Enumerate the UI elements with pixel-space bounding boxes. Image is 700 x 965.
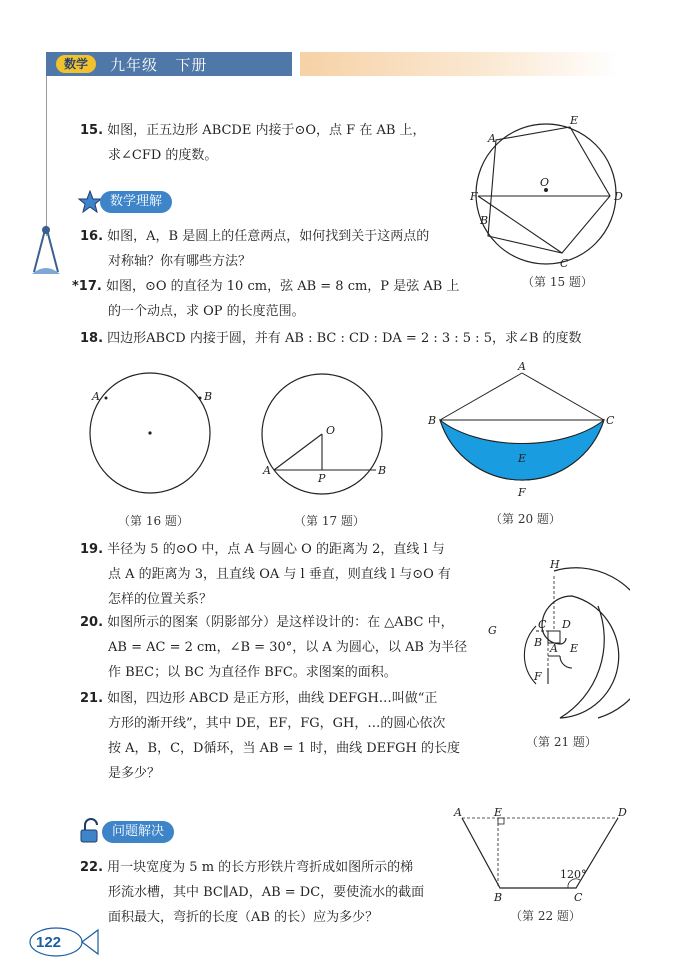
caption-17: （第 17 题） [294, 514, 365, 528]
question-text-line: 方形的渐开线”，其中 DE，EF，FG，GH，…的圆心依次 [108, 716, 446, 731]
figure-22 [450, 804, 630, 904]
label-p: P [318, 472, 326, 485]
label-b: B [428, 414, 437, 427]
label-e: E [570, 642, 579, 655]
question-text-line: 如图，A，B 是圆上的任意两点，如何找到关于这两点的 [107, 229, 430, 244]
figure-20 [424, 358, 624, 506]
question-text-line: 半径为 5 的⊙O 中，点 A 与圆心 O 的距离为 2，直线 l 与 [107, 542, 445, 557]
label-h: H [550, 558, 560, 571]
label-a: A [518, 360, 526, 373]
question-17 [72, 274, 459, 324]
question-text-line: 四边形ABCD 内接于圆，并有 AB : BC : CD : DA = 2 : 3 : 5 : 5，求∠B 的度数 [107, 331, 582, 346]
question-text-line: 点 A 的距离为 3，且直线 OA 与 l 垂直，则直线 l 与⊙O 有 [108, 567, 451, 582]
fish-icon [22, 920, 102, 960]
question-18 [80, 326, 582, 351]
label-a: A [454, 806, 462, 819]
question-number: 19. [80, 542, 104, 557]
section-title-problem-solving: 问题解决 [102, 821, 174, 843]
question-text-line: 的一个动点，求 OP 的长度范围。 [108, 304, 305, 319]
question-text-line: 如图，四边形 ABCD 是正方形，曲线 DEFGH…叫做“正 [107, 691, 438, 706]
label-a: A [92, 390, 100, 403]
margin-line [46, 76, 47, 236]
question-text-line: 如图，⊙O 的直径为 10 cm，弦 AB = 8 cm，P 是弦 AB 上 [105, 279, 460, 294]
figure-16 [80, 370, 230, 505]
figure-21 [480, 556, 630, 731]
label-a: A [488, 132, 496, 145]
label-e: E [570, 114, 579, 127]
label-b: B [534, 636, 543, 649]
question-text-line: 按 A，B，C，D循环，当 AB = 1 时，曲线 DEFGH 的长度 [108, 741, 460, 756]
question-number: *17. [72, 279, 102, 294]
caption-22: （第 22 题） [510, 909, 581, 923]
question-text-line: 是多少？ [108, 766, 161, 781]
label-e: E [494, 806, 503, 819]
question-text-line: 如图所示的图案（阴影部分）是这样设计的：在 △ABC 中， [107, 615, 454, 630]
label-d: D [618, 806, 627, 819]
question-number: 20. [80, 615, 104, 630]
figure-17 [258, 368, 398, 508]
label-c: C [538, 618, 547, 631]
question-text-line: 求∠CFD 的度数。 [108, 148, 218, 163]
question-number: 16. [80, 229, 104, 244]
label-o: O [326, 424, 336, 437]
label-angle: 120° [560, 868, 587, 881]
label-c: C [606, 414, 615, 427]
label-f: F [470, 190, 478, 203]
label-f: F [518, 486, 526, 499]
label-b: B [494, 891, 503, 904]
label-b: B [204, 390, 213, 403]
caption-20: （第 20 题） [490, 512, 561, 526]
label-g: G [488, 624, 497, 637]
question-text-line: 怎样的位置关系？ [108, 592, 213, 607]
label-o: O [540, 176, 550, 189]
grade-text: 九年级 [110, 56, 159, 74]
label-c: C [560, 257, 569, 270]
label-a: A [263, 464, 271, 477]
label-c: C [574, 891, 583, 904]
question-19 [80, 537, 451, 612]
question-text-line: 形流水槽，其中 BC∥AD，AB = DC，要使流水的截面 [108, 885, 425, 900]
label-d: D [614, 190, 623, 203]
label-b: B [378, 464, 387, 477]
question-text-line: 对称轴？你有哪些方法？ [108, 254, 252, 269]
volume-text: 下册 [175, 56, 208, 74]
label-d: D [562, 618, 571, 631]
question-number: 18. [80, 331, 104, 346]
question-text-line: AB = AC = 2 cm，∠B = 30°，以 A 为圆心，以 AB 为半径 [108, 640, 468, 655]
caption-15: （第 15 题） [522, 275, 593, 289]
question-20 [80, 610, 467, 685]
grade-label [110, 54, 207, 75]
question-text-line: 作 BEC；以 BC 为直径作 BFC。求图案的面积。 [108, 665, 397, 680]
figure-15 [470, 112, 630, 272]
label-b: B [480, 214, 489, 227]
question-15 [80, 118, 426, 168]
question-text-line: 面积最大，弯折的长度（AB 的长）应为多少？ [108, 910, 379, 925]
question-number: 22. [80, 860, 104, 875]
label-a: A [550, 642, 558, 655]
caption-16: （第 16 题） [118, 514, 189, 528]
lock-icon [78, 818, 104, 844]
subject-badge: 数学 [56, 55, 96, 73]
caption-21: （第 21 题） [526, 735, 597, 749]
question-number: 15. [80, 123, 104, 138]
question-21 [80, 686, 460, 786]
question-text-line: 如图，正五边形 ABCDE 内接于⊙O，点 F 在 AB 上， [107, 123, 426, 138]
page-number: 122 [36, 934, 62, 951]
star-icon [78, 190, 102, 214]
header-gradient [300, 52, 620, 76]
question-22 [80, 855, 424, 930]
question-16 [80, 224, 429, 274]
question-text-line: 用一块宽度为 5 m 的长方形铁片弯折成如图所示的梯 [107, 860, 414, 875]
question-number: 21. [80, 691, 104, 706]
compass-icon [26, 222, 66, 282]
label-f: F [534, 670, 542, 683]
section-title-understanding: 数学理解 [100, 191, 172, 213]
label-e: E [518, 452, 527, 465]
